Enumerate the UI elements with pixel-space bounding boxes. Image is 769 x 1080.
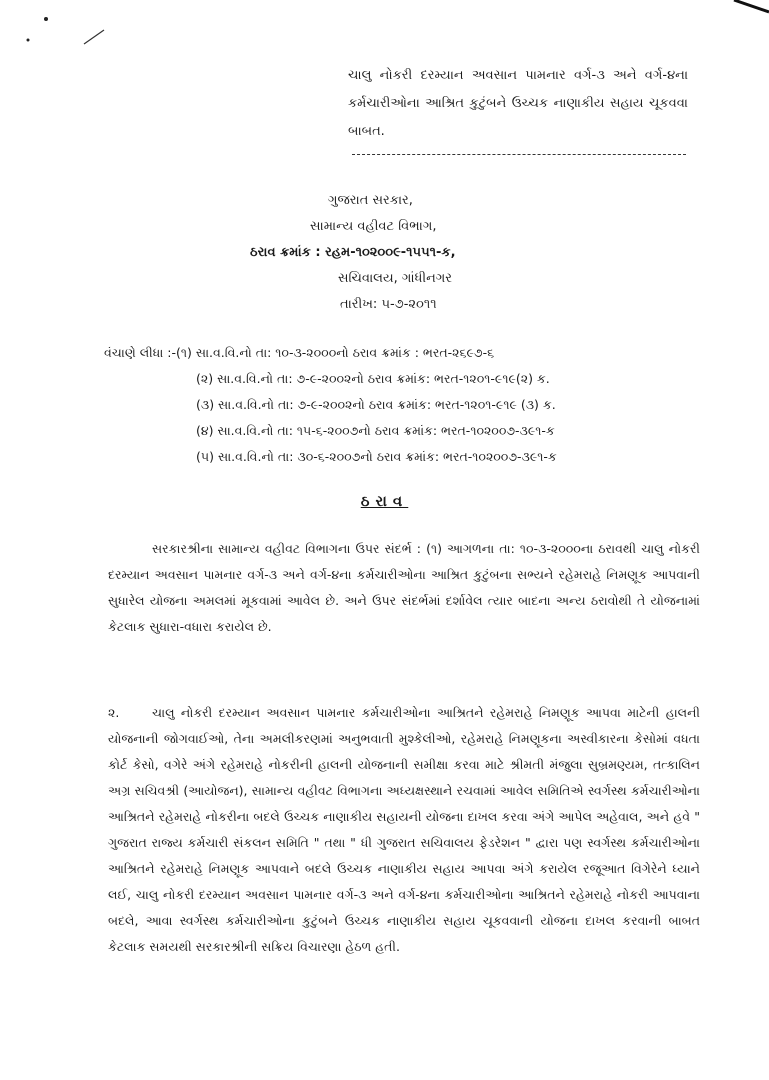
references-list (104, 340, 684, 470)
paragraph-2 (108, 700, 700, 960)
resolution-heading: ઠરાવ (360, 492, 409, 510)
pen-mark-icon (0, 0, 769, 60)
issuer-block (250, 188, 570, 318)
issuer-department: સામાન્ય વહીવટ વિભાગ, (310, 219, 437, 234)
reference-item: (૨) સા.વ.વિ.નો તા: ૭-૯-૨૦૦૨નો ઠરાવ ક્રમાંક: ભરત-૧૨૦૧-૯૧૯(૨) ક. (196, 371, 550, 386)
reference-item: વંચાણે લીધા :-(૧) સા.વ.વિ.નો તા: ૧૦-૩-૨૦૦૦નો ઠરાવ ક્રમાંક : ભરત-૨૬૯૭-૬ (104, 345, 495, 360)
issuer-government: ગુજરાત સરકાર, (328, 193, 413, 208)
paragraph-1: સરકારશ્રીના સામાન્ય વહીવટ વિભાગના ઉપર સંદર્ભ : (૧) આગળના તા: ૧૦-૩-૨૦૦૦ના ઠરાવથી ચાલુ નોકરી દરમ્યાન અવસાન પામનાર વર્ગ-૩ અને વર્ગ-૪ના કર્મચારીઓના આશ્રિત કુટુંબના સભ્યને રહેમરાહે નિમણૂક આપવાની સુધારેલ યોજના અમલમાં મૂકવામાં આવેલ છે. અને ઉપર સંદર્ભમાં દર્શાવેલ ત્યાર બાદના અન્ય ઠરાવોથી તે યોજનામાં કેટલાક સુધારા-વધારા કરાયેલ છે. (108, 541, 700, 634)
issuer-location: સચિવાલય, ગાંધીનગર (338, 271, 452, 286)
reference-item: (૩) સા.વ.વિ.નો તા: ૭-૯-૨૦૦૨નો ઠરાવ ક્રમાંક: ભરત-૧૨૦૧-૯૧૯ (૩) ક. (196, 397, 556, 412)
reference-item: (૪) સા.વ.વિ.નો તા: ૧૫-૬-૨૦૦૭નો ઠરાવ ક્રમાંક: ભરત-૧૦૨૦૦૭-૩૯૧-ક (196, 423, 555, 438)
subject-divider (352, 154, 686, 155)
paragraph-2-number: ૨. (108, 705, 120, 720)
reference-item: (૫) સા.વ.વિ.નો તા: ૩૦-૬-૨૦૦૭નો ઠરાવ ક્રમાંક: ભરત-૧૦૨૦૦૭-૩૯૧-ક (196, 449, 557, 464)
resolution-number: ઠરાવ ક્રમાંક : રહમ-૧૦૨૦૦૯-૧૫૫૧-ક, (250, 245, 456, 260)
paragraph-2-text: ચાલુ નોકરી દરમ્યાન અવસાન પામનાર કર્મચારીઓના આશ્રિતને રહેમરાહે નિમણૂક આપવા માટેની હાલની યોજનાની જોગવાઈઓ, તેના અમલીકરણમાં અનુભવાતી મુશ્કેલીઓ, રહેમરાહે નિમણૂકના અસ્વીકારના કેસોમાં વધતા કોર્ટ કેસો, વગેરે અંગે રહેમરાહે નોકરીની હાલની યોજનાની સમીક્ષા કરવા માટે શ્રીમતી મંજુલા સુબ્રમણ્યમ, તત્કાલિન અગ્ર સચિવશ્રી (આયોજન), સામાન્ય વહીવટ વિભાગના અધ્યક્ષસ્થાને રચવામાં આવેલ સમિતિએ સ્વર્ગસ્થ કર્મચારીઓના આશ્રિતને રહેમરાહે નોકરીના બદલે ઉચ્ચક નાણાકીય સહાયની યોજના દાખલ કરવા અંગે આપેલ અહેવાલ, અને હવે " ગુજરાત રાજ્ય કર્મચારી સંકલન સમિતિ " તથા " ધી ગુજરાત સચિવાલય ફેડરેશન " દ્વારા પણ સ્વર્ગસ્થ કર્મચારીઓના આશ્રિતને રહેમરાહે નિમણૂક આપવાને બદલે ઉચ્ચક નાણાકીય સહાય આપવા અંગે કરાયેલ રજૂઆત વિગેરેને ધ્યાને લઈ, ચાલુ નોકરી દરમ્યાન અવસાન પામનાર વર્ગ-૩ અને વર્ગ-૪ના કર્મચારીઓના આશ્રિતને રહેમરાહે નોકરી આપવાના બદલે, આવા સ્વર્ગસ્થ કર્મચારીઓના કુટુંબને ઉચ્ચક નાણાકીય સહાય ચૂકવવાની યોજના દાખલ કરવાની બાબત કેટલાક સમયથી સરકારશ્રીની સક્રિય વિચારણા હેઠળ હતી. (108, 705, 700, 954)
subject: ચાલુ નોકરી દરમ્યાન અવસાન પામનાર વર્ગ-૩ અને વર્ગ-૪ના કર્મચારીઓના આશ્રિત કુટુંબને ઉચ્ચક નાણાકીય સહાય ચૂકવવા બાબત. (348, 68, 688, 139)
resolution-date: તારીખ: ૫-૭-૨૦૧૧ (340, 297, 437, 312)
